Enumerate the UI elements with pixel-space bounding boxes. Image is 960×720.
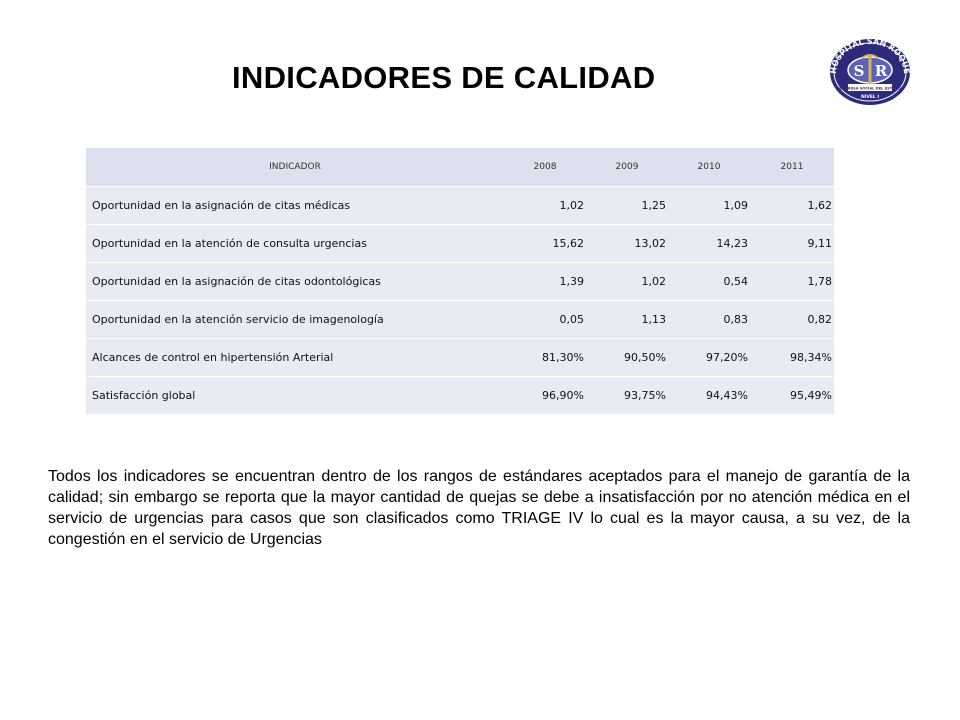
column-header-2010: 2010 xyxy=(668,148,750,186)
value-cell: 98,34% xyxy=(750,338,834,376)
table-row xyxy=(86,338,834,376)
summary-paragraph: Todos los indicadores se encuentran dentro de los rangos de estándares aceptados para el manejo de garantía de la calidad; sin embargo se reporta que la mayor cantidad de quejas se debe a insatisfacción por no atención médica en el servicio de urgencias para casos que son clasificados como TRIAGE IV lo cual es la mayor causa, a su vez, de la congestión en el servicio de Urgencias xyxy=(48,468,910,548)
indicator-name: Oportunidad en la asignación de citas médicas xyxy=(86,186,504,224)
table-row xyxy=(86,300,834,338)
value-cell: 0,82 xyxy=(750,300,834,338)
table-row xyxy=(86,262,834,300)
value-cell: 13,02 xyxy=(586,224,668,262)
value-cell: 1,62 xyxy=(750,186,834,224)
column-header-2008: 2008 xyxy=(504,148,586,186)
logo-level-text: NIVEL I xyxy=(860,95,880,100)
indicator-name: Satisfacción global xyxy=(86,376,504,414)
indicator-name: Oportunidad en la atención servicio de imagenología xyxy=(86,300,504,338)
table-header-row xyxy=(86,148,834,186)
value-cell: 9,11 xyxy=(750,224,834,262)
value-cell: 0,83 xyxy=(668,300,750,338)
value-cell: 1,25 xyxy=(586,186,668,224)
indicator-name: Oportunidad en la asignación de citas odontológicas xyxy=(86,262,504,300)
value-cell: 1,02 xyxy=(504,186,586,224)
table-row xyxy=(86,376,834,414)
table-row xyxy=(86,224,834,262)
indicator-name: Oportunidad en la atención de consulta urgencias xyxy=(86,224,504,262)
page-title: INDICADORES DE CALIDAD xyxy=(232,60,656,95)
value-cell: 1,39 xyxy=(504,262,586,300)
value-cell: 93,75% xyxy=(586,376,668,414)
value-cell: 1,09 xyxy=(668,186,750,224)
column-header-2009: 2009 xyxy=(586,148,668,186)
value-cell: 97,20% xyxy=(668,338,750,376)
value-cell: 15,62 xyxy=(504,224,586,262)
logo-initial-s: S xyxy=(853,62,865,80)
value-cell: 96,90% xyxy=(504,376,586,414)
indicator-name: Alcances de control en hipertensión Arterial xyxy=(86,338,504,376)
value-cell: 14,23 xyxy=(668,224,750,262)
column-header-indicador: INDICADOR xyxy=(86,148,504,186)
value-cell: 0,05 xyxy=(504,300,586,338)
value-cell: 90,50% xyxy=(586,338,668,376)
value-cell: 1,78 xyxy=(750,262,834,300)
column-header-2011: 2011 xyxy=(750,148,834,186)
value-cell: 95,49% xyxy=(750,376,834,414)
logo-top-text: HOSPITAL SAN ROQUE xyxy=(828,36,912,75)
value-cell: 0,54 xyxy=(668,262,750,300)
quality-indicators-table xyxy=(86,148,834,414)
logo-bottom-text: EMPRESA SOCIAL DEL ESTADO xyxy=(839,86,901,91)
value-cell: 1,13 xyxy=(586,300,668,338)
value-cell: 94,43% xyxy=(668,376,750,414)
logo-initial-r: R xyxy=(874,62,888,80)
value-cell: 1,02 xyxy=(586,262,668,300)
value-cell: 81,30% xyxy=(504,338,586,376)
table-row xyxy=(86,186,834,224)
hospital-logo xyxy=(822,34,918,106)
